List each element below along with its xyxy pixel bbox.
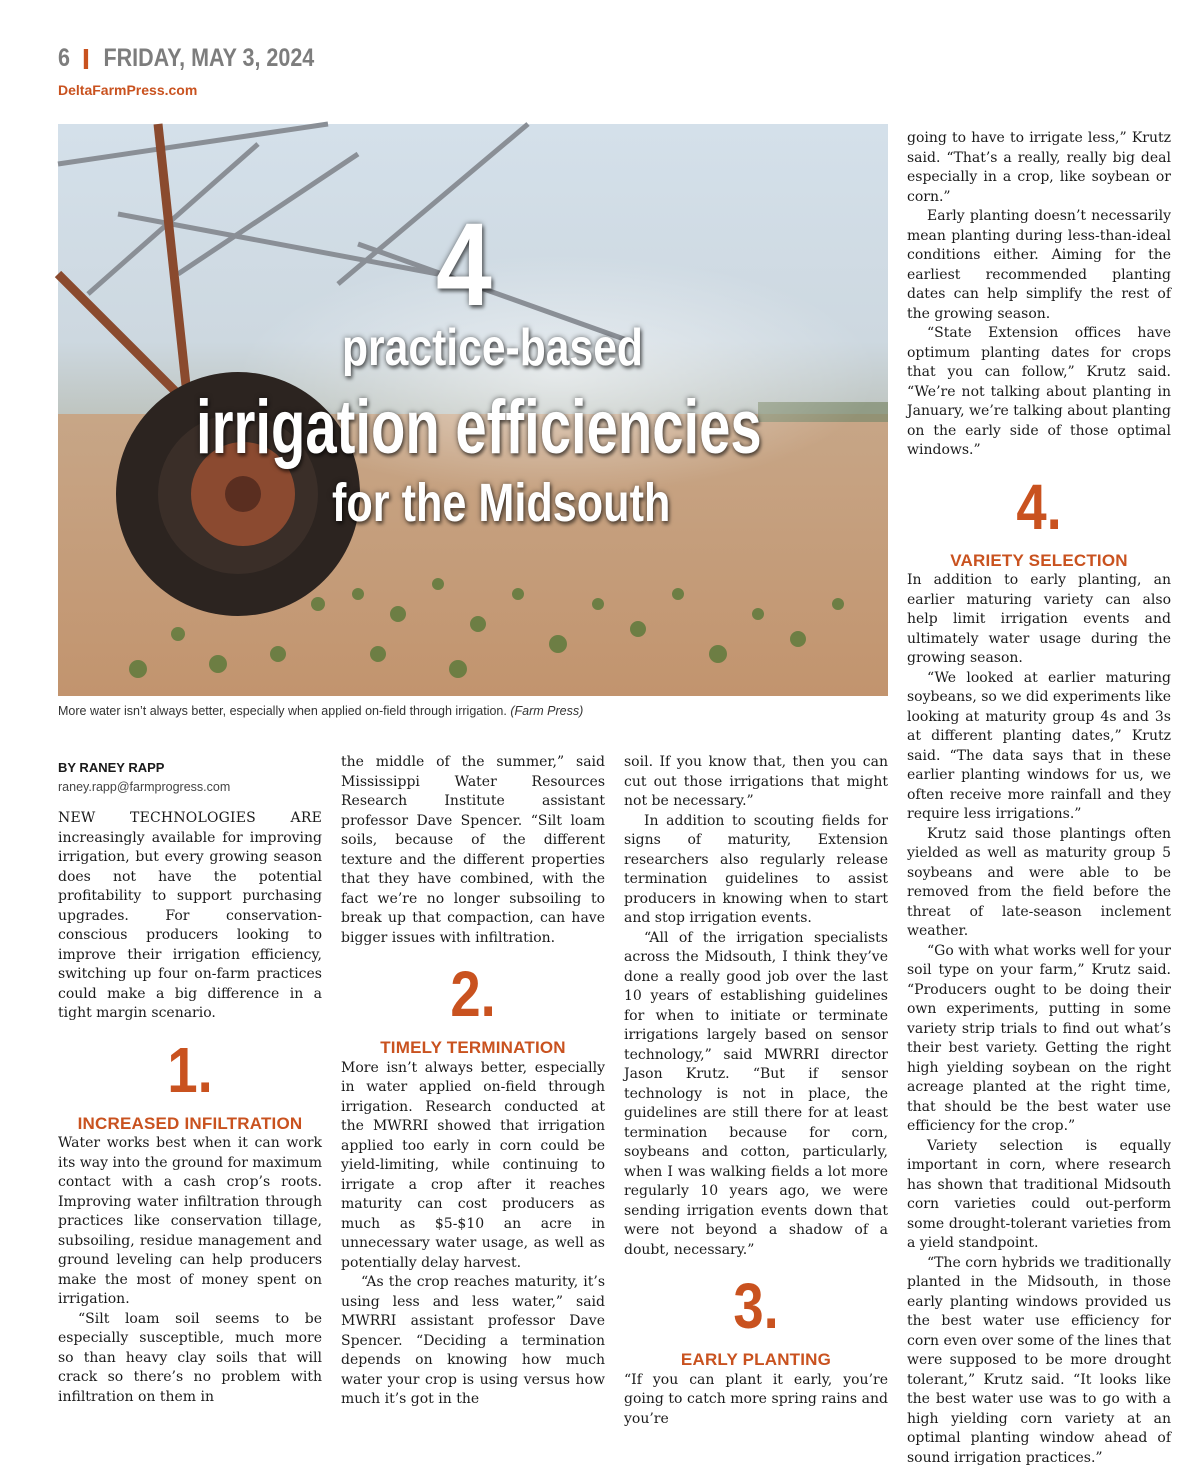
- headline-line-2: irrigation efficiencies: [196, 390, 762, 466]
- caption-credit: (Farm Press): [510, 704, 583, 718]
- section-number-1: 1.: [78, 1038, 302, 1102]
- headline-number: 4: [436, 206, 492, 324]
- paragraph: Water works best when it can work its way into the ground for maximum contact with a cash crop’s roots. Improving water infiltration through practices like conservation tillage, subsoiling, residue management and ground leveling can help producers make the most of money spent on irrigation.: [58, 1134, 322, 1310]
- section-number-4: 4.: [927, 475, 1151, 539]
- headline-line-3: for the Midsouth: [332, 476, 670, 530]
- lead-rest: increasingly available for improving irrigation, but every growing season does not have the potential profitability to support purchasing upgrades. For conservation-conscious producers looking to improve their irrigation efficiency, switching up four on-farm practices could make a big difference in a tight margin scenario.: [58, 830, 322, 1022]
- hero-photo: [58, 124, 888, 696]
- paragraph: “As the crop reaches maturity, it’s using less and less water,” said MWRRI assistant professor Dave Spencer. “Deciding a termination depends on knowing how much water your crop is using versus how much it’s got in the: [341, 1273, 605, 1410]
- paragraph: “Go with what works well for your soil type on your farm,” Krutz said. “Producers ought to be doing their own experiments, putting in some variety strip trials to find out what’s their best variety. Getting the right high yielding soybean on the right acreage planted at the right time, that should be the best water use efficiency for the crop.”: [907, 942, 1171, 1137]
- paragraph: Variety selection is equally important in corn, where research has shown that traditional Midsouth corn varieties could out-perform some drought-tolerant varieties from a yield standpoint.: [907, 1137, 1171, 1254]
- section-number-2: 2.: [361, 962, 585, 1026]
- paragraph: “We looked at earlier maturing soybeans, so we did experiments like looking at maturity group 4s and 3s at different planting dates,” Krutz said. “The data says that in these earlier planting windows for us, we often receive more rainfall and they require less irrigations.”: [907, 669, 1171, 825]
- paragraph: Early planting doesn’t necessarily mean planting during less-than-ideal conditions either. Aiming for the earliest recommended planting dates can help simplify the rest of the growing season.: [907, 207, 1171, 324]
- headline-block: [58, 124, 888, 696]
- column-4: [907, 129, 1171, 1468]
- section-number-3: 3.: [644, 1274, 868, 1338]
- author-email[interactable]: raney.rapp@farmprogress.com: [58, 778, 322, 798]
- paragraph: the middle of the summer,” said Mississippi Water Resources Research Institute assistant professor Dave Spencer. “Silt loam soils, because of the different texture and the different properties that they have combined, with the fact we’re no longer subsoiling to break up that compaction, can have bigger issues with infiltration.: [341, 753, 605, 948]
- column-3: [624, 753, 888, 1429]
- paragraph: Krutz said those plantings often yielded as well as maturity group 5 soybeans and were able to be removed from the field before the threat of late-season inclement weather.: [907, 825, 1171, 942]
- section-subhead-4: VARIETY SELECTION: [907, 551, 1171, 571]
- paragraph: soil. If you know that, then you can cut out those irrigations that might not be necessary.”: [624, 753, 888, 812]
- paragraph: In addition to scouting fields for signs of maturity, Extension researchers also regularly release termination guidelines to assist producers in knowing when to start and stop irrigation events.: [624, 812, 888, 929]
- paragraph: More isn’t always better, especially in water applied on-field through irrigation. Research conducted at the MWRRI showed that irrigation applied too early in corn could be yield-limiting, while continuing to irrigate a crop after it reaches maturity can cost producers as much as $5-$10 an acre in unnecessary water usage, as well as potentially delay harvest.: [341, 1059, 605, 1274]
- section-subhead-3: EARLY PLANTING: [624, 1350, 888, 1370]
- photo-caption: [58, 704, 583, 718]
- caption-text: More water isn’t always better, especially when applied on-field through irrigation.: [58, 704, 507, 718]
- folio-divider: [84, 49, 88, 69]
- issue-date: FRIDAY, MAY 3, 2024: [103, 44, 314, 73]
- byline: BY RANEY RAPP: [58, 758, 322, 778]
- lead-paragraph: [58, 809, 322, 1024]
- page-folio: [58, 44, 314, 73]
- paragraph: going to have to irrigate less,” Krutz said. “That’s a really, really big deal especially in a crop, like soybean or corn.”: [907, 129, 1171, 207]
- paragraph: “If you can plant it early, you’re going to catch more spring rains and you’re: [624, 1371, 888, 1430]
- lead-caps: NEW TECHNOLOGIES ARE: [58, 810, 322, 826]
- paragraph: In addition to early planting, an earlier maturing variety can also help limit irrigation events and ultimately water usage during the growing season.: [907, 571, 1171, 669]
- paragraph: “State Extension offices have optimum planting dates for crops that you can follow,” Krutz said. “We’re not talking about planting in January, we’re talking about planting on the early side of those optimal windows.”: [907, 324, 1171, 461]
- paragraph: “Silt loam soil seems to be especially susceptible, much more so than heavy clay soils that will crack so there’s no problem with infiltration on them in: [58, 1310, 322, 1408]
- site-name: DeltaFarmPress.com: [58, 82, 197, 98]
- section-subhead-2: TIMELY TERMINATION: [341, 1038, 605, 1058]
- column-2: [341, 753, 605, 1410]
- paragraph: “The corn hybrids we traditionally planted in the Midsouth, in those early planting windows provided us the best water use efficiency for corn even over some of the lines that were supposed to be more drought tolerant,” Krutz said. “It looks like the best water use was to go with a high yielding corn variety at an optimal planting window ahead of sound irrigation practices.”: [907, 1254, 1171, 1468]
- headline-line-1: practice-based: [342, 322, 643, 374]
- page-number: 6: [58, 44, 70, 73]
- paragraph: “All of the irrigation specialists across the Midsouth, I think they’ve done a really good job over the last 10 years of establishing guidelines for when to initiate or terminate irrigations largely based on sensor technology,” said MWRRI director Jason Krutz. “But if sensor technology is not in place, the guidelines are still there for at least termination because for corn, soybeans and cotton, particularly, when I was walking fields a lot more regularly 10 years ago, we were sending irrigation events down that were not beyond a shadow of a doubt, necessary.”: [624, 929, 888, 1261]
- column-1: [58, 758, 322, 1407]
- section-subhead-1: INCREASED INFILTRATION: [58, 1114, 322, 1134]
